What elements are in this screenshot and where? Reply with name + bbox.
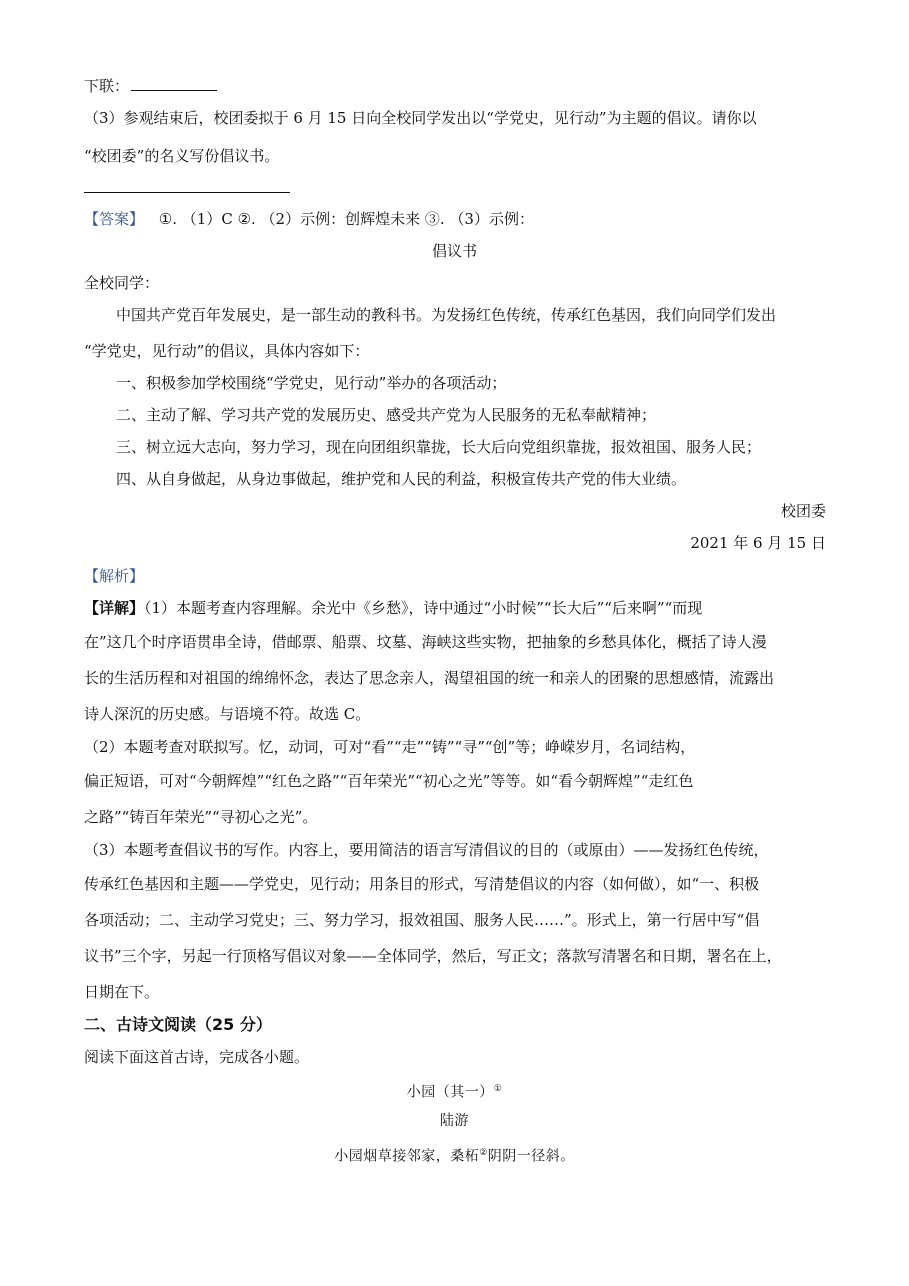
xialian-line <box>84 76 217 96</box>
analysis-line: 日期在下。 <box>84 983 160 1001</box>
analysis-p1-line-1 <box>84 598 702 618</box>
poem-line <box>0 1143 909 1167</box>
answer-text: ①. （1）C ②. （2）示例：创辉煌未来 ③. （3）示例： <box>158 210 534 228</box>
question-3-line-1: （3）参观结束后，校团委拟于 6 月 15 日向全校同学发出以“学党史，见行动”为主题的倡议。请你以 <box>84 109 757 127</box>
xialian-label: 下联： <box>84 77 130 95</box>
footnote-marker: ① <box>493 1084 503 1094</box>
letter-signer: 校团委 <box>780 502 826 520</box>
poem-line-text: 阴阴一径斜。 <box>487 1148 575 1165</box>
analysis-line: 议书”三个字，另起一行顶格写倡议对象——全体同学，然后，写正文；落款写清署名和日期，署名在上， <box>84 947 782 965</box>
analysis-line: 之路”“铸百年荣光”“寻初心之光”。 <box>84 808 318 826</box>
analysis-tag: 【解析】 <box>84 567 145 585</box>
poem-title-text: 小园（其一） <box>406 1084 494 1101</box>
letter-item: 四、从自身做起，从身边事做起，维护党和人民的利益，积极宣传共产党的伟大业绩。 <box>116 470 687 488</box>
answer-tag: 【答案】 <box>84 210 145 228</box>
analysis-line: 偏正短语，可对“今朝辉煌”“红色之路”“百年荣光”“初心之光”等等。如“看今朝辉煌”“走红色 <box>84 772 694 790</box>
letter-item: 一、积极参加学校围绕“学党史，见行动”举办的各项活动； <box>116 374 507 392</box>
answer-blank <box>131 76 217 91</box>
poem-title <box>0 1079 909 1103</box>
poem-author: 陆游 <box>440 1113 469 1129</box>
analysis-line: （2）本题考查对联拟写。忆，动词，可对“看”“走”“铸”“寻”“创”等；峥嵘岁月，名词结构， <box>84 738 696 756</box>
question-3-line-2: “校团委”的名义写份倡议书。 <box>84 147 280 165</box>
analysis-line: 在”这几个时序语贯串全诗，借邮票、船票、坟墓、海峡这些实物，把抽象的乡愁具体化，概括了诗人漫 <box>84 633 767 651</box>
letter-salutation: 全校同学： <box>84 274 160 292</box>
analysis-line: 传承红色基因和主题——学党史，见行动；用条目的形式，写清楚倡议的内容（如何做），如“一、积极 <box>84 875 760 893</box>
answer-underline <box>84 192 290 193</box>
analysis-line: 诗人深沉的历史感。与语境不符。故选 C。 <box>84 705 371 723</box>
analysis-line: 各项活动；二、主动学习党史；三、努力学习，报效祖国、服务人民……”。形式上，第一行居中写“倡 <box>84 911 760 929</box>
section-title: 二、古诗文阅读（25 分） <box>84 1015 272 1034</box>
letter-title: 倡议书 <box>431 242 477 260</box>
answer-line <box>84 209 534 229</box>
letter-item: 三、树立远大志向，努力学习，现在向团组织靠拢，长大后向党组织靠拢，报效祖国、服务人民； <box>116 438 762 456</box>
letter-date: 2021 年 6 月 15 日 <box>690 534 826 552</box>
letter-body-line-1: 中国共产党百年发展史，是一部生动的教科书。为发扬红色传统，传承红色基因，我们向同学们发出 <box>116 306 777 324</box>
analysis-text: （1）本题考查内容理解。余光中《乡愁》，诗中通过“小时候”“长大后”“后来啊”“而现 <box>144 599 703 617</box>
letter-body-line-2: “学党史，见行动”的倡议，具体内容如下： <box>84 342 370 360</box>
section-instruction: 阅读下面这首古诗，完成各小题。 <box>84 1048 310 1066</box>
detail-tag: 【详解】 <box>84 599 145 617</box>
analysis-line: 长的生活历程和对祖国的绵绵怀念，表达了思念亲人，渴望祖国的统一和亲人的团聚的思想感情，流露出 <box>84 669 775 687</box>
poem-line-text: 小园烟草接邻家，桑柘 <box>334 1148 480 1165</box>
footnote-marker: ② <box>479 1148 488 1158</box>
letter-item: 二、主动了解、学习共产党的发展历史、感受共产党为人民服务的无私奉献精神； <box>116 406 657 424</box>
analysis-line: （3）本题考查倡议书的写作。内容上，要用简洁的语言写清倡议的目的（或原由）——发扬红色传统， <box>84 841 769 859</box>
